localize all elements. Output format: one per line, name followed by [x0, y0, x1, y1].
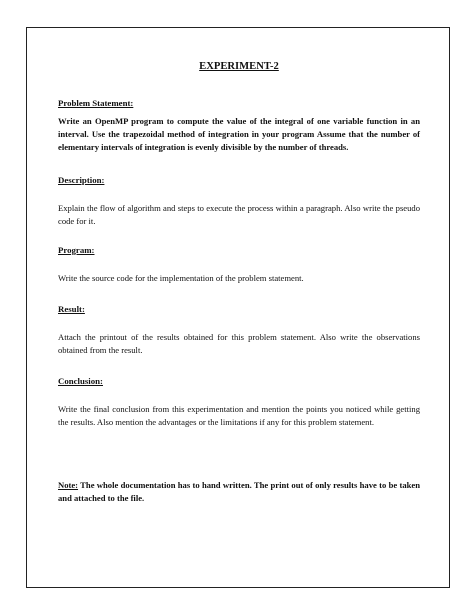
section-result [58, 303, 420, 357]
problem-statement-heading: Problem Statement: [58, 98, 134, 108]
program-text: Write the source code for the implementation of the problem statement. [58, 273, 304, 283]
description-heading: Description: [58, 175, 105, 185]
result-heading: Result: [58, 304, 85, 314]
section-description [58, 174, 420, 228]
document-title: EXPERIMENT-2 [199, 61, 279, 72]
program-heading: Program: [58, 245, 95, 255]
problem-statement-text: Write an OpenMP program to compute the value of the integral of one variable function in an interval. Use the trapezoidal method of integration in your program Assume that the number of elementary intervals of integration is evenly divisible by the number of threads. [58, 116, 420, 152]
result-text: Attach the printout of the results obtained for this problem statement. Also write the observations obtained from the result. [58, 332, 420, 355]
section-conclusion [58, 375, 420, 429]
conclusion-heading: Conclusion: [58, 376, 103, 386]
conclusion-text: Write the final conclusion from this experimentation and mention the points you noticed while getting the results. Also mention the advantages or the limitations if any for this problem statement. [58, 404, 420, 427]
note-label: Note: [58, 480, 79, 490]
section-program [58, 244, 420, 285]
section-problem-statement [58, 97, 420, 154]
note-paragraph [58, 479, 420, 505]
document-content [58, 56, 420, 505]
note-text: The whole documentation has to hand written. The print out of only results have to be taken and attached to the file. [58, 480, 420, 503]
description-text: Explain the flow of algorithm and steps to execute the process within a paragraph. Also write the pseudo code for it. [58, 203, 420, 226]
